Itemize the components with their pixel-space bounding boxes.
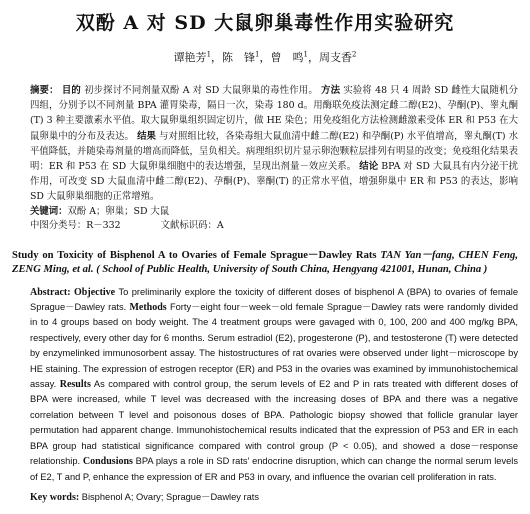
author-list bbox=[12, 49, 518, 65]
clc-number: 中图分类号：R－332 bbox=[30, 219, 121, 231]
english-keywords bbox=[12, 489, 518, 503]
english-title-block bbox=[12, 249, 518, 277]
results-text: As compared with control group, the serum levels of E2 and P in rats treated with different doses of BPA were increased, while T level was decreased with the increasing doses of BPA and there was a negative correlation between T level and poisonous doses of BPA. Pathologic biopsy showed that follicle granular layer permutation had apparent change. Immunohistochemical results indicated that the expression of P53 and ER in each BPA group had statistical significance compared with control group (P < 0.05), and showed a dose－response relationship. bbox=[30, 379, 518, 467]
abstract-label: 摘要： bbox=[30, 85, 59, 96]
chinese-keywords bbox=[12, 205, 518, 219]
english-affiliation: ( School of Public Health, University of South China, Hengyang 421001, Hunan, China ) bbox=[96, 263, 488, 275]
methods-text: Forty－eight four－week－old female Sprague－Dawley rats were randomly divided in to 4 groups based on body weight. The 4 treatment groups were gavaged with 0, 100, 200 and 400 mg/kg BPA, respectively, every other day for 6 months. Serum estradiol (E2), progesterone (P), and testosterone (T) were detected by enzymelinked immunosorbent assay. The histostructures of rat ovaries were observed under light－microscope by HE staining. The expression of estrogen receptor (ER) and P53 in the ovaries was examined by immunohistochemical assay. bbox=[30, 302, 519, 390]
methods-label: 方法 bbox=[321, 85, 341, 96]
keywords-label: Key words: bbox=[30, 491, 80, 503]
objective-label: Objective bbox=[74, 286, 116, 298]
conclusion-text: BPA plays a role in SD rats' endocrine disruption, which can change the normal serum levels of E2, T and P, enhance the expression of ER and P53 in ovary, and influence the ovarian cell proliferation in rats. bbox=[30, 456, 518, 482]
conclusion-text: BPA 对 SD 大鼠具有内分泌干扰作用，可改变 SD 大鼠血清中雌二醇(E2)、孕酮(P)、睾酮(T) 的正常水平值，增强卵巢中 ER 和 P53 的表达，影响 SD 大鼠卵巢细胞的正常增殖。 bbox=[30, 161, 518, 203]
classification-line bbox=[12, 219, 518, 233]
abstract-label: Abstract: bbox=[30, 286, 71, 298]
objective-text: To preliminarily explore the toxicity of different doses of bisphenol A (BPA) to ovaries of female Sprague－Dawley rats. bbox=[30, 286, 518, 313]
affiliation-mark: 2 bbox=[351, 50, 357, 59]
author: 周支香 bbox=[318, 51, 352, 64]
objective-label: 目的 bbox=[61, 85, 81, 96]
author-separator: ， bbox=[211, 51, 223, 64]
english-abstract bbox=[12, 285, 518, 485]
conclusion-label: Condusions bbox=[82, 456, 133, 468]
paper-title: 双酚 A 对 SD 大鼠卵巢毒性作用实验研究 bbox=[75, 12, 455, 34]
affiliation-mark: 1 bbox=[255, 50, 260, 59]
author: 谭艳芳 bbox=[173, 51, 207, 64]
keywords-label: 关键词： bbox=[30, 205, 68, 217]
english-title: Study on Toxicity of Bisphenol A to Ovaries of Female Sprague－Dawley Rats bbox=[12, 249, 377, 261]
chinese-abstract bbox=[12, 83, 518, 205]
english-authors: TAN Yan－fang, CHEN Feng, ZENG Ming, et al. bbox=[12, 249, 518, 275]
results-label: Results bbox=[59, 379, 91, 391]
document-code: 文献标识码：A bbox=[160, 219, 224, 231]
author-separator: ， bbox=[259, 51, 271, 64]
affiliation-mark: 1 bbox=[206, 50, 212, 59]
objective-text: 初步探讨不同剂量双酚 A 对 SD 大鼠卵巢的毒性作用。 bbox=[84, 85, 318, 96]
methods-text: 实验将 48 只 4 周龄 SD 雌性大鼠随机分四组，分别予以不同剂量 BPA 灌胃染毒，隔日一次，染毒 180 d。用酶联免疫法测定雌二醇(E2)、孕酮(P)、睾丸酮(T) 3 种主要激素水平值。取大鼠卵巢组织固定切片，做 HE 染色；用免疫组化方法检测雌激素受体 ER 和 P53 在大鼠卵巢中的分布及表达。 bbox=[30, 85, 518, 142]
affiliation-mark: 1 bbox=[303, 50, 308, 59]
author-separator: ， bbox=[307, 51, 319, 64]
author: 曾 鸣 bbox=[270, 51, 304, 64]
results-text: 与对照组比较，各染毒组大鼠血清中雌二醇(E2) 和孕酮(P) 水平值增高，睾丸酮(T) 水平值降低，并随染毒剂量的增高而降低，呈负相关。病理组织切片显示卵泡颗粒层排列有明显的改变；免疫组化结果表明：ER 和 P53 在 SD 大鼠卵巢细胞中的表达增强，呈现出剂量－效应关系。 bbox=[30, 130, 518, 173]
keywords-text: Bisphenol A; Ovary; Sprague－Dawley rats bbox=[81, 491, 260, 502]
keywords-text: 双酚 A；卵巢；SD 大鼠 bbox=[67, 205, 170, 217]
methods-label: Methods bbox=[129, 302, 167, 314]
conclusion-label: 结论 bbox=[359, 161, 379, 173]
results-label: 结果 bbox=[137, 130, 156, 142]
author: 陈 锋 bbox=[222, 51, 256, 64]
